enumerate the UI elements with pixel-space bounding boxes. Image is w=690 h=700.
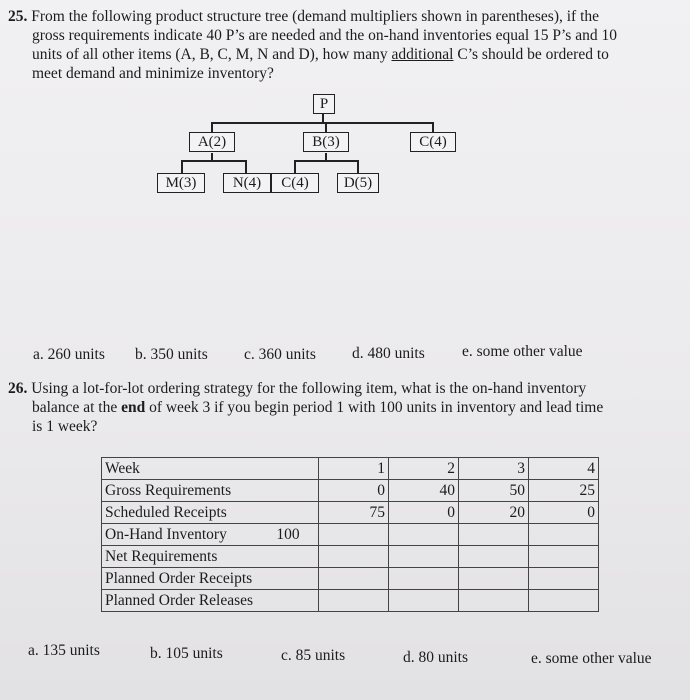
row-label: Net Requirements xyxy=(102,546,259,568)
bold-word: end xyxy=(121,399,146,416)
underlined-word: additional xyxy=(391,46,454,63)
table-cell xyxy=(459,546,529,568)
table-row xyxy=(102,590,599,612)
question-number: 25. xyxy=(8,8,28,25)
text-segment: C’s should be ordered to xyxy=(457,46,609,63)
table-cell: 75 xyxy=(319,502,389,524)
tree-node-root: P xyxy=(313,94,335,114)
table-cell xyxy=(319,524,389,546)
answer-choice-b[interactable]: b. 350 units xyxy=(135,346,208,363)
initial-value-cell xyxy=(258,568,319,590)
tree-connector xyxy=(211,122,433,124)
tree-node-m: M(3) xyxy=(157,173,205,193)
tree-node-n: N(4) xyxy=(223,173,271,193)
table-cell xyxy=(319,590,389,612)
table-row xyxy=(102,480,599,502)
answer-choice-e[interactable]: e. some other value xyxy=(462,343,583,360)
answer-choice-d[interactable]: d. 480 units xyxy=(352,345,425,362)
tree-connector xyxy=(245,160,247,173)
table-cell: 0 xyxy=(319,480,389,502)
tree-node-b: B(3) xyxy=(303,132,349,152)
table-cell xyxy=(459,568,529,590)
tree-node-a: A(2) xyxy=(189,132,235,152)
week-header-cell: 4 xyxy=(529,458,599,480)
table-row xyxy=(102,546,599,568)
week-header-cell: 3 xyxy=(459,458,529,480)
initial-value-cell xyxy=(258,502,319,524)
text-segment: balance at the xyxy=(32,399,118,416)
question-25 xyxy=(8,7,648,83)
answer-choice-b[interactable]: b. 105 units xyxy=(150,645,223,662)
initial-value-cell xyxy=(258,480,319,502)
table-cell xyxy=(529,524,599,546)
row-label: Week xyxy=(102,458,259,480)
answer-choice-a[interactable]: a. 135 units xyxy=(28,642,100,659)
table-row xyxy=(102,524,599,546)
answer-choice-c[interactable]: c. 85 units xyxy=(281,647,346,664)
question-text-line: meet demand and minimize inventory? xyxy=(32,65,274,82)
tree-node-c2: C(4) xyxy=(271,173,319,193)
text-segment: of week 3 if you begin period 1 with 100 units in inventory and lead time xyxy=(149,399,604,416)
initial-value-cell: 100 xyxy=(258,524,319,546)
table-row xyxy=(102,458,599,480)
table-cell: 50 xyxy=(459,480,529,502)
table-cell xyxy=(389,590,459,612)
initial-value-cell xyxy=(258,458,319,480)
table-cell xyxy=(319,568,389,590)
tree-connector xyxy=(294,160,358,162)
answer-choice-c[interactable]: c. 360 units xyxy=(244,346,316,363)
row-label: Scheduled Receipts xyxy=(102,502,259,524)
tree-connector xyxy=(181,160,246,162)
tree-connector xyxy=(181,160,183,173)
answer-choice-e[interactable]: e. some other value xyxy=(531,650,652,667)
question-number: 26. xyxy=(8,380,28,397)
answer-choice-a[interactable]: a. 260 units xyxy=(33,346,105,363)
question-26 xyxy=(8,379,668,436)
week-header-cell: 2 xyxy=(389,458,459,480)
initial-value-cell xyxy=(258,546,319,568)
table-cell: 25 xyxy=(529,480,599,502)
question-text-line xyxy=(8,45,648,64)
table-cell xyxy=(389,546,459,568)
table-cell xyxy=(529,546,599,568)
text-segment: units of all other items (A, B, C, M, N and D), how many xyxy=(32,46,388,63)
table-cell: 20 xyxy=(459,502,529,524)
row-label: Planned Order Releases xyxy=(102,590,259,612)
table-cell xyxy=(389,524,459,546)
table-cell: 40 xyxy=(389,480,459,502)
table-cell xyxy=(319,546,389,568)
table-cell xyxy=(459,590,529,612)
table-cell xyxy=(529,590,599,612)
question-text-line: is 1 week? xyxy=(32,418,98,435)
row-label: On-Hand Inventory xyxy=(102,524,259,546)
table-cell xyxy=(529,568,599,590)
tree-connector xyxy=(432,122,434,132)
question-text-line: Using a lot-for-lot ordering strategy for the following item, what is the on-hand inventory xyxy=(31,380,587,397)
tree-node-d: D(5) xyxy=(337,173,379,193)
tree-connector xyxy=(325,122,327,132)
table-cell: 0 xyxy=(389,502,459,524)
table-cell xyxy=(459,524,529,546)
answer-choice-d[interactable]: d. 80 units xyxy=(403,649,469,666)
table-row xyxy=(102,502,599,524)
question-text-line: From the following product structure tree (demand multipliers shown in parentheses), if the xyxy=(31,8,600,25)
row-label: Gross Requirements xyxy=(102,480,259,502)
tree-connector xyxy=(294,160,296,173)
table-row xyxy=(102,568,599,590)
tree-connector xyxy=(211,122,213,132)
table-cell: 0 xyxy=(529,502,599,524)
tree-node-c: C(4) xyxy=(410,132,456,152)
table-cell xyxy=(389,568,459,590)
row-label: Planned Order Receipts xyxy=(102,568,259,590)
question-text-line xyxy=(8,398,668,417)
initial-value-cell xyxy=(258,590,319,612)
week-header-cell: 1 xyxy=(319,458,389,480)
question-text-line: gross requirements indicate 40 P’s are needed and the on-hand inventories equal 15 P’s and 10 xyxy=(32,27,617,44)
mrp-table xyxy=(101,457,599,612)
tree-connector xyxy=(357,160,359,173)
